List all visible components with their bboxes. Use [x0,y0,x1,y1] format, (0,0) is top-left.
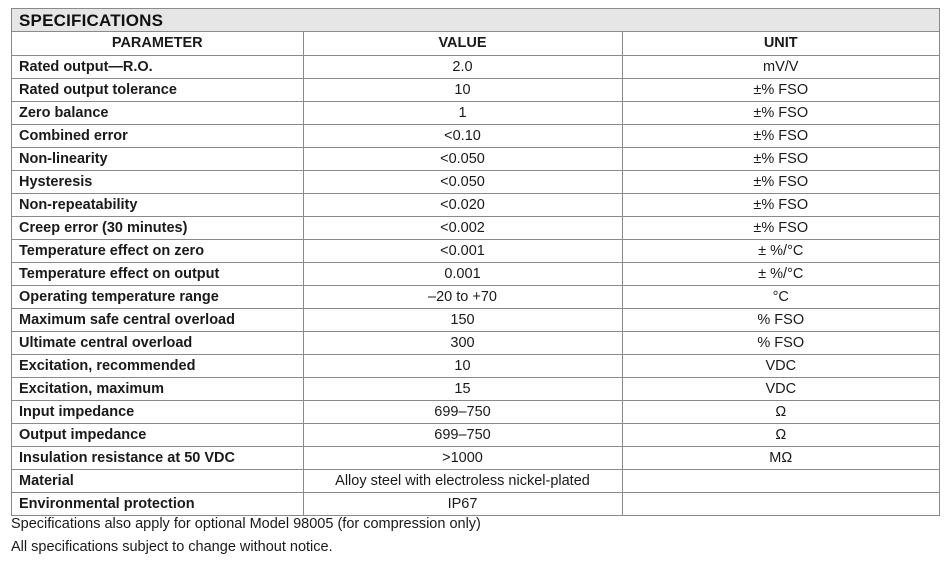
footnotes [11,513,481,559]
footnote-compression: Specifications also apply for optional Model 98005 (for compression only) [11,516,481,532]
parameter-cell: Input impedance [12,401,303,424]
parameter-cell: Environmental protection [12,493,303,516]
table-row [12,263,939,286]
table-row [12,378,939,401]
table-row [12,286,939,309]
table-row [12,424,939,447]
unit-cell: % FSO [622,332,939,355]
value-cell: 699–750 [303,401,622,424]
parameter-cell: Excitation, maximum [12,378,303,401]
value-cell: 10 [303,355,622,378]
table-row [12,56,939,79]
unit-cell: ±% FSO [622,171,939,194]
value-cell: <0.020 [303,194,622,217]
value-cell: 150 [303,309,622,332]
unit-cell: % FSO [622,309,939,332]
value-cell: <0.10 [303,125,622,148]
unit-cell: MΩ [622,447,939,470]
parameter-cell: Maximum safe central overload [12,309,303,332]
unit-cell: mV/V [622,56,939,79]
value-cell: 699–750 [303,424,622,447]
value-cell: IP67 [303,493,622,516]
table-row [12,171,939,194]
parameter-cell: Combined error [12,125,303,148]
table-row [12,332,939,355]
value-cell: 1 [303,102,622,125]
parameter-cell: Non-linearity [12,148,303,171]
table-row [12,493,939,516]
specifications-table [11,8,940,516]
value-cell: <0.002 [303,217,622,240]
unit-cell: ±% FSO [622,102,939,125]
parameter-cell: Ultimate central overload [12,332,303,355]
value-cell: 10 [303,79,622,102]
table-row [12,148,939,171]
table-row [12,355,939,378]
parameter-cell: Rated output tolerance [12,79,303,102]
parameter-cell: Operating temperature range [12,286,303,309]
value-cell: 300 [303,332,622,355]
unit-cell: ±% FSO [622,217,939,240]
unit-cell: °C [622,286,939,309]
parameter-cell: Temperature effect on output [12,263,303,286]
value-cell: Alloy steel with electroless nickel-plated [303,470,622,493]
header-row [12,32,939,56]
unit-cell [622,493,939,516]
unit-cell: Ω [622,424,939,447]
value-cell: <0.001 [303,240,622,263]
table-row [12,470,939,493]
unit-cell [622,470,939,493]
unit-cell: ±% FSO [622,125,939,148]
table-row [12,240,939,263]
parameter-cell: Material [12,470,303,493]
table-row [12,194,939,217]
unit-cell: ±% FSO [622,148,939,171]
column-header-value: VALUE [303,32,622,56]
table-row [12,217,939,240]
table-row [12,401,939,424]
value-cell: <0.050 [303,171,622,194]
spec-grid [12,32,939,515]
value-cell: <0.050 [303,148,622,171]
footnote-change-notice: All specifications subject to change without notice. [11,539,333,555]
value-cell: 15 [303,378,622,401]
value-cell: 2.0 [303,56,622,79]
table-row [12,102,939,125]
parameter-cell: Temperature effect on zero [12,240,303,263]
parameter-cell: Excitation, recommended [12,355,303,378]
parameter-cell: Rated output—R.O. [12,56,303,79]
unit-cell: Ω [622,401,939,424]
specifications-title: SPECIFICATIONS [12,9,939,32]
unit-cell: VDC [622,355,939,378]
unit-cell: ±% FSO [622,194,939,217]
unit-cell: ±% FSO [622,79,939,102]
table-row [12,309,939,332]
parameter-cell: Insulation resistance at 50 VDC [12,447,303,470]
table-row [12,79,939,102]
value-cell: 0.001 [303,263,622,286]
parameter-cell: Hysteresis [12,171,303,194]
value-cell: –20 to +70 [303,286,622,309]
column-header-parameter: PARAMETER [12,32,303,56]
parameter-cell: Zero balance [12,102,303,125]
unit-cell: VDC [622,378,939,401]
unit-cell: ± %/°C [622,263,939,286]
unit-cell: ± %/°C [622,240,939,263]
spec-rows [12,56,939,516]
parameter-cell: Creep error (30 minutes) [12,217,303,240]
table-row [12,125,939,148]
value-cell: >1000 [303,447,622,470]
column-header-unit: UNIT [622,32,939,56]
parameter-cell: Output impedance [12,424,303,447]
table-row [12,447,939,470]
parameter-cell: Non-repeatability [12,194,303,217]
